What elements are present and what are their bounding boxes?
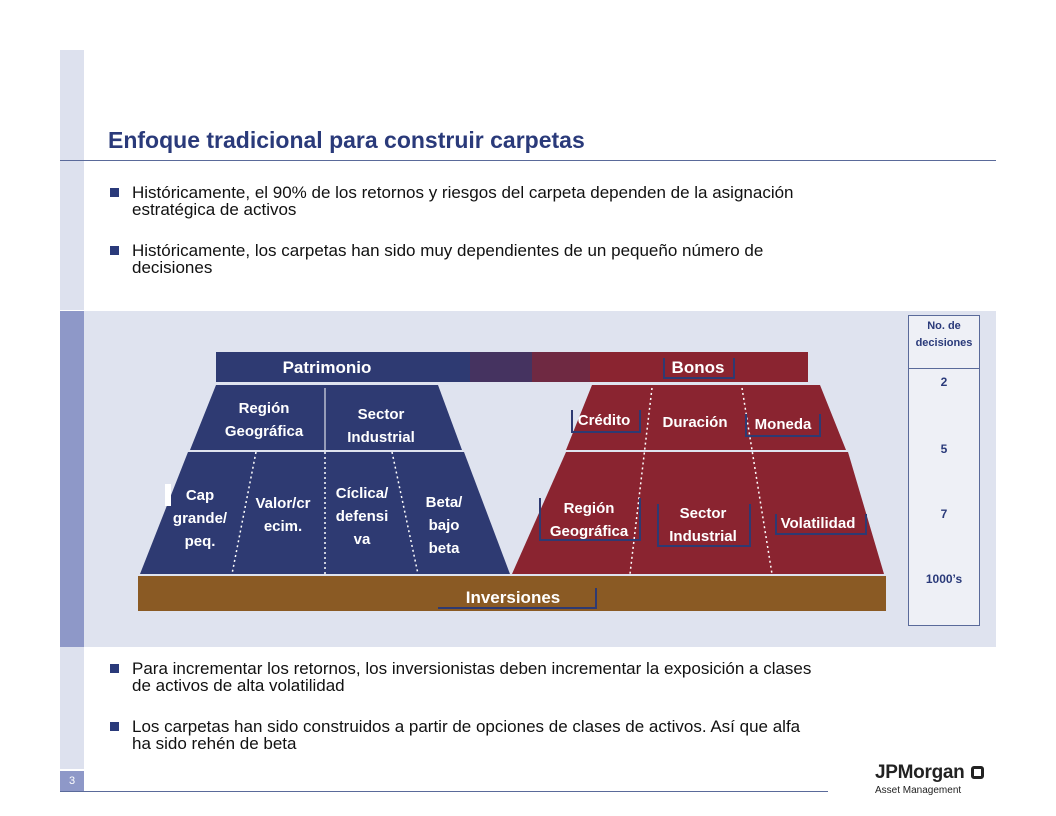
header-blend <box>470 352 590 382</box>
beta-line1: Beta/ <box>425 494 463 511</box>
top-bullet-2-line1: Históricamente, los carpetas han sido muy dependientes de un pequeño número de <box>132 241 764 260</box>
top-bullet-2-line2: decisiones <box>132 258 213 277</box>
bottom-bullet-2-line2: ha sido rehén de beta <box>132 734 297 753</box>
decisions-value-1: 2 <box>940 375 948 389</box>
logo-name: JPMorgan <box>875 762 965 783</box>
bullet-square-icon <box>110 664 119 673</box>
bond-sector-line1: Sector <box>679 505 727 522</box>
value-line1: Valor/cr <box>255 495 311 512</box>
logo-subtitle: Asset Management <box>875 785 962 796</box>
equity-sector-line1: Sector <box>357 406 405 423</box>
cap-line1: Cap <box>185 487 215 504</box>
beta-line3: beta <box>428 540 460 557</box>
bond-region-line1: Región <box>563 500 615 517</box>
bonds-credit-label: Crédito <box>577 412 631 429</box>
top-bullet-1-line2: estratégica de activos <box>132 200 297 219</box>
bottom-bullet-2-line1: Los carpetas han sido construidos a partir de opciones de clases de activos. Así que alfa <box>132 717 801 736</box>
cap-line3: peq. <box>184 533 216 550</box>
equity-header-label: Patrimonio <box>282 358 372 377</box>
decisions-panel-header <box>909 316 979 352</box>
volatility-label: Volatilidad <box>780 515 856 532</box>
bullet-square-icon <box>110 722 119 731</box>
beta-line2: bajo <box>428 517 460 534</box>
cyclical-line3: va <box>353 531 371 548</box>
equity-region-line2: Geográfica <box>224 423 304 440</box>
equity-sector-line2: Industrial <box>347 429 415 446</box>
page-title: Enfoque tradicional para construir carpetas <box>108 127 585 153</box>
equity-region-line1: Región <box>238 400 290 417</box>
cap-line2: grande/ <box>172 510 228 527</box>
decisions-value-3: 7 <box>940 507 948 521</box>
logo-wordmark <box>875 762 984 784</box>
bottom-bullet-1-line1: Para incrementar los retornos, los inversionistas deben incrementar la exposición a clases <box>132 659 812 678</box>
bond-sector-line2: Industrial <box>669 528 737 545</box>
top-bullet-1-line1: Históricamente, el 90% de los retornos y riesgos del carpeta dependen de la asignación <box>132 183 794 202</box>
page-number: 3 <box>60 771 84 791</box>
decisions-header-line1: No. de <box>927 320 961 332</box>
bond-region-line2: Geográfica <box>549 523 629 540</box>
value-line2: ecim. <box>263 518 303 535</box>
footer-divider <box>60 791 828 792</box>
equity-tier1-shape <box>190 385 462 450</box>
bonds-duration-label: Duración <box>662 414 728 431</box>
decisions-value-2: 5 <box>940 442 948 456</box>
investments-label: Inversiones <box>465 588 561 607</box>
decisions-header-divider <box>909 368 979 369</box>
decisions-header-line2: decisiones <box>915 337 973 349</box>
bonds-header-label: Bonos <box>671 358 725 377</box>
cyclical-line1: Cíclica/ <box>335 485 389 502</box>
octagon-icon <box>971 766 984 779</box>
decisions-panel <box>908 315 980 626</box>
decisions-value-4: 1000’s <box>925 572 963 586</box>
bonds-currency-label: Moneda <box>754 416 812 433</box>
cyclical-line2: defensi <box>335 508 389 525</box>
jpmorgan-logo <box>875 762 984 796</box>
bottom-bullet-1-line2: de activos de alta volatilidad <box>132 676 345 695</box>
